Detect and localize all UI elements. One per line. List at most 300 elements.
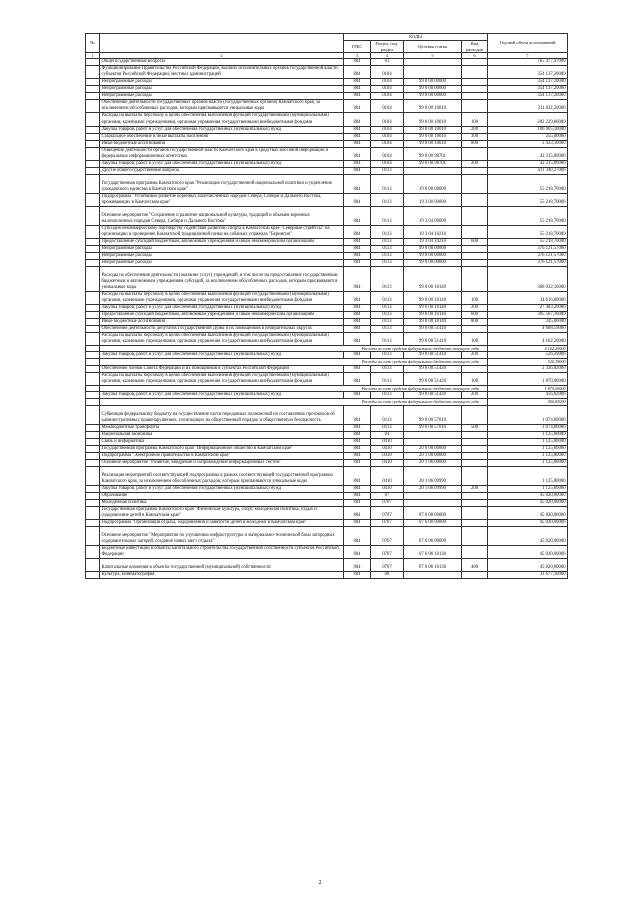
- row-name: Субсидия некоммерческому партнерству содействия развитию спорта в Камчатском крае "Северные стрейтсы" на организацию и проведение Камчатской традиционной гонки на собачьих упряжках "Берингия": [100, 225, 344, 238]
- row-value: 311 822,20000: [488, 100, 568, 113]
- row-value: 354 137,20000: [488, 86, 568, 93]
- table-row: [86, 485, 568, 492]
- row-name: Культура, кинематография: [100, 571, 344, 578]
- row-grbs: 804: [344, 485, 371, 492]
- row-value: 345,00000: [488, 318, 568, 325]
- row-grbs: 804: [344, 126, 371, 133]
- col-grbs-header: ГРБС: [344, 40, 371, 53]
- table-row: [86, 86, 568, 93]
- table-row: [86, 352, 568, 359]
- row-exp: [462, 93, 488, 100]
- row-exp: [462, 459, 488, 466]
- column-numbers-row: 1 2 3 4 5 6 7: [86, 53, 568, 59]
- table-row: [86, 499, 568, 506]
- row-exp: [462, 206, 488, 225]
- row-name: Освещение деятельности органов государственной власти Камчатского края в средствах массовой информации и федеральных информационных агентствах: [100, 147, 344, 160]
- row-target: 99 0 00 00000: [404, 86, 462, 93]
- row-name: Государственная программа Камчатского края "Информационное общество в Камчатском крае": [100, 445, 344, 452]
- row-target: [404, 431, 462, 438]
- row-name: Государственная программа Камчатского края "Физическая культура, спорт, молодежная политика, отдых и оздоровление детей в Камчатском крае": [100, 506, 344, 519]
- row-exp: 800: [462, 140, 488, 147]
- page-number: 2: [318, 880, 322, 886]
- row-num: [86, 304, 100, 311]
- row-value: 305 567,16000: [488, 311, 568, 318]
- row-exp: 100: [462, 332, 488, 345]
- table-row: [86, 466, 568, 485]
- row-grbs: 804: [344, 113, 371, 126]
- row-section: 01: [371, 59, 404, 66]
- row-grbs: 804: [344, 206, 371, 225]
- document-page: [85, 33, 567, 579]
- row-grbs: 804: [344, 392, 371, 399]
- row-num: [86, 86, 100, 93]
- row-grbs: 804: [344, 452, 371, 459]
- table-row: [86, 245, 568, 252]
- row-target: 07 6 00 00000: [404, 519, 462, 526]
- table-row: [86, 492, 568, 499]
- row-exp: 100: [462, 113, 488, 126]
- row-target: [404, 167, 462, 174]
- table-row: [86, 79, 568, 86]
- row-target: 99 0 00 51410: [404, 325, 462, 332]
- row-num: [86, 126, 100, 133]
- row-grbs: 804: [344, 160, 371, 167]
- row-name: Расходы на выплаты персоналу в целях обеспечения выполнения функций государственными (муниципальными) органами, казенными учреждениями, органами управления государственными внебюджетными фондами: [100, 332, 344, 345]
- row-target: 99 0 00 10010: [404, 126, 462, 133]
- row-exp: [462, 174, 488, 193]
- row-num: [86, 245, 100, 252]
- row-target: 19 3 04 00000: [404, 206, 462, 225]
- table-row: [86, 424, 568, 431]
- row-value: 45 020,00000: [488, 558, 568, 571]
- row-num: [86, 66, 100, 79]
- row-target: 99 0 00 57010: [404, 424, 462, 431]
- row-name: Расходы на выплаты персоналу в целях обеспечения выполнения функций государственными (муниципальными) органами, казенными учреждениями, органами управления государственными внебюджетными фондами: [100, 113, 344, 126]
- row-exp: 200: [462, 485, 488, 492]
- row-target: 99 0 00 10010: [404, 133, 462, 140]
- row-grbs: 804: [344, 167, 371, 174]
- row-name: Подпрограмма "Электронное правительство в Камчатском крае": [100, 452, 344, 459]
- row-grbs: 804: [344, 352, 371, 359]
- row-name: Образование: [100, 492, 344, 499]
- table-row: [86, 225, 568, 238]
- row-value: 45 020,00000: [488, 492, 568, 499]
- table-row: [86, 66, 568, 79]
- row-exp: [462, 167, 488, 174]
- row-target: 07 6 06 00000: [404, 526, 462, 545]
- row-exp: [462, 519, 488, 526]
- row-grbs: 804: [344, 318, 371, 325]
- row-section: 0113: [371, 392, 404, 399]
- row-grbs: 804: [344, 225, 371, 238]
- row-exp: 400: [462, 558, 488, 571]
- col-target-header: Целевая статья: [404, 40, 462, 53]
- row-grbs: 804: [344, 311, 371, 318]
- row-value: 456,82000: [488, 399, 568, 405]
- row-name: Основное мероприятие "Мероприятия по улучшению инфраструктуры и материально-технической базы загородных оздоровительных лагерей, создание новых мест отдыха": [100, 526, 344, 545]
- row-num: [86, 452, 100, 459]
- row-name: Государственная программа Камчатского края "Реализация государственной национальной политики и укрепление гражданского единства в Камчатском крае": [100, 174, 344, 193]
- note-text: Расходы за счет средств федерального бюджета текущего года: [100, 385, 488, 391]
- row-exp: 600: [462, 238, 488, 245]
- row-name: Социальное обеспечение и иные выплаты населению: [100, 133, 344, 140]
- row-grbs: 804: [344, 133, 371, 140]
- row-name: Обеспечение членов Совета Федерации и их помощников в субъектах Российской Федерации: [100, 365, 344, 372]
- row-exp: 200: [462, 352, 488, 359]
- row-name: Другие общегосударственные вопросы: [100, 167, 344, 174]
- row-value: 368 032,16000: [488, 266, 568, 291]
- row-target: [404, 499, 462, 506]
- table-row: [86, 238, 568, 245]
- row-target: 99 0 00 10010: [404, 100, 462, 113]
- row-grbs: 804: [344, 459, 371, 466]
- row-name: Субвенция федеральному бюджету на осуществление части переданных полномочий по составлению протоколов об административных правонарушениях, посягающих на общественный порядок и общественную безопасность: [100, 405, 344, 424]
- row-exp: [462, 86, 488, 93]
- row-grbs: 804: [344, 545, 371, 558]
- row-value: 55 218,70000: [488, 206, 568, 225]
- row-grbs: 804: [344, 526, 371, 545]
- row-value: 1 870,00000: [488, 385, 568, 391]
- row-num: [86, 365, 100, 372]
- row-value: 55 218,70000: [488, 193, 568, 206]
- table-row: [86, 506, 568, 519]
- row-num: [86, 113, 100, 126]
- row-value: 4 162,20000: [488, 345, 568, 351]
- row-name: Непрограммные расходы: [100, 259, 344, 266]
- row-value: 42 315,00000: [488, 147, 568, 160]
- row-section: 0410: [371, 452, 404, 459]
- row-num: [86, 352, 100, 359]
- row-name: Функционирование Правительства Российской Федерации, высших исполнительных органов государственной власти субъектов Российской Федерации, местных администраций: [100, 66, 344, 79]
- row-name: Основное мероприятие "Развитие, внедрение и сопровождение информационных систем": [100, 459, 344, 466]
- row-value: 2 433,10000: [488, 140, 568, 147]
- table-row: [86, 206, 568, 225]
- row-value: 376 121,57000: [488, 259, 568, 266]
- row-target: 07 6 06 10130: [404, 545, 462, 558]
- row-exp: 200: [462, 304, 488, 311]
- row-exp: 200: [462, 126, 488, 133]
- row-value: 42 315,00000: [488, 160, 568, 167]
- row-num: [86, 372, 100, 385]
- row-name: Обеспечение деятельности депутатов Государственной Думы и их помощников в избирательных округах: [100, 325, 344, 332]
- row-exp: [462, 66, 488, 79]
- table-row: [86, 431, 568, 438]
- row-grbs: 804: [344, 93, 371, 100]
- row-grbs: 804: [344, 506, 371, 519]
- row-name: Национальная экономика: [100, 431, 344, 438]
- row-section: 0104: [371, 133, 404, 140]
- table-row: [86, 365, 568, 372]
- row-name: Межбюджетные трансферты: [100, 424, 344, 431]
- col-exp-header: Вид расходов: [462, 40, 488, 53]
- table-row: [86, 318, 568, 325]
- table-row: [86, 160, 568, 167]
- row-name: Закупка товаров, работ и услуг для обеспечения государственных (муниципальных) нужд: [100, 352, 344, 359]
- row-grbs: 804: [344, 466, 371, 485]
- row-num: [86, 438, 100, 445]
- row-name: Расходы на обеспечение деятельности (оказание услуг) учреждений, в том числе на предоставление государственным бюджетным и автономным учреждениям субсидий, за исключением обособленных расходов, которым присваиваются уникальные коды: [100, 266, 344, 291]
- row-value: 1 125,00000: [488, 431, 568, 438]
- row-name: Расходы на выплаты персоналу в целях обеспечения выполнения функций государственными (муниципальными) органами, казенными учреждениями, органами управления государственными внебюджетными фондами: [100, 291, 344, 304]
- row-grbs: 804: [344, 558, 371, 571]
- row-section: 0410: [371, 485, 404, 492]
- row-section: 0113: [371, 225, 404, 238]
- row-section: 0113: [371, 424, 404, 431]
- row-section: 0410: [371, 459, 404, 466]
- row-value: 202 229,00000: [488, 113, 568, 126]
- row-target: 99 0 00 00000: [404, 259, 462, 266]
- row-num: [86, 392, 100, 399]
- row-exp: 100: [462, 372, 488, 385]
- row-section: 0104: [371, 113, 404, 126]
- row-section: 0707: [371, 519, 404, 526]
- row-num: [86, 147, 100, 160]
- row-section: 07: [371, 492, 404, 499]
- row-section: 0104: [371, 66, 404, 79]
- row-num: [86, 332, 100, 345]
- row-exp: [462, 79, 488, 86]
- row-section: 0113: [371, 325, 404, 332]
- row-value: 55 218,70000: [488, 238, 568, 245]
- table-row: [86, 193, 568, 206]
- row-target: 19 3 04 10210: [404, 238, 462, 245]
- table-row: [86, 311, 568, 318]
- row-target: [404, 438, 462, 445]
- row-grbs: 804: [344, 245, 371, 252]
- row-value: 55 218,70000: [488, 174, 568, 193]
- row-value: 526,39000: [488, 359, 568, 365]
- row-section: 0104: [371, 147, 404, 160]
- row-num: [86, 252, 100, 259]
- row-target: [404, 492, 462, 499]
- row-exp: [462, 506, 488, 519]
- row-value: 34 616,80000: [488, 291, 568, 304]
- row-target: 20 0 00 00000: [404, 445, 462, 452]
- row-target: 99 0 00 51420: [404, 392, 462, 399]
- table-row: [86, 140, 568, 147]
- row-name: Непрограммные расходы: [100, 79, 344, 86]
- row-target: 99 0 00 10140: [404, 304, 462, 311]
- row-num: [86, 160, 100, 167]
- row-exp: [462, 405, 488, 424]
- row-name: Непрограммные расходы: [100, 245, 344, 252]
- row-exp: [462, 266, 488, 291]
- row-grbs: 804: [344, 492, 371, 499]
- row-grbs: 804: [344, 86, 371, 93]
- row-name: Обеспечение деятельности государственных органов власти (государственных органов) Камчатского края, за исключением обособленных расходов, которым присваиваются уникальные коды: [100, 100, 344, 113]
- row-exp: 100: [462, 291, 488, 304]
- row-num: [86, 445, 100, 452]
- row-num: [86, 424, 100, 431]
- row-exp: [462, 452, 488, 459]
- row-section: 0113: [371, 291, 404, 304]
- row-num: [86, 206, 100, 225]
- row-section: 0113: [371, 372, 404, 385]
- row-grbs: 804: [344, 238, 371, 245]
- row-name: Иные бюджетные ассигнования: [100, 140, 344, 147]
- row-exp: [462, 466, 488, 485]
- table-row: [86, 291, 568, 304]
- row-value: 354 137,20000: [488, 66, 568, 79]
- row-section: 0104: [371, 160, 404, 167]
- row-section: 0707: [371, 545, 404, 558]
- row-target: 19 3 04 10210: [404, 225, 462, 238]
- row-target: 99 0 00 51410: [404, 332, 462, 345]
- row-section: 0410: [371, 466, 404, 485]
- row-value: 376 121,57000: [488, 245, 568, 252]
- row-exp: [462, 259, 488, 266]
- row-section: 0113: [371, 311, 404, 318]
- row-name: Непрограммные расходы: [100, 252, 344, 259]
- row-name: Закупка товаров, работ и услуг для обеспечения государственных (муниципальных) нужд: [100, 126, 344, 133]
- row-section: 0113: [371, 193, 404, 206]
- row-name: Иные бюджетные ассигнования: [100, 318, 344, 325]
- row-value: 411 340,27000: [488, 167, 568, 174]
- row-exp: [462, 225, 488, 238]
- table-row: [86, 167, 568, 174]
- row-value: 45 020,00000: [488, 519, 568, 526]
- row-name: Связь и информатика: [100, 438, 344, 445]
- row-value: 1 125,00000: [488, 445, 568, 452]
- row-exp: [462, 245, 488, 252]
- row-num: [86, 519, 100, 526]
- row-name: Предоставление субсидий бюджетным, автономным учреждениям и иным некоммерческим организациям: [100, 311, 344, 318]
- row-section: 04: [371, 431, 404, 438]
- row-num: [86, 558, 100, 571]
- row-name: Непрограммные расходы: [100, 86, 344, 93]
- row-target: 99 0 00 10140: [404, 318, 462, 325]
- row-target: 99 0 00 00000: [404, 93, 462, 100]
- table-body: [86, 59, 568, 579]
- row-value: 1 125,00000: [488, 452, 568, 459]
- row-value: 27 483,20000: [488, 304, 568, 311]
- row-grbs: 804: [344, 147, 371, 160]
- row-num: [86, 291, 100, 304]
- row-section: 0104: [371, 140, 404, 147]
- row-target: 99 0 00 10140: [404, 311, 462, 318]
- row-target: 19 0 00 00000: [404, 174, 462, 193]
- row-num: [86, 405, 100, 424]
- row-grbs: 804: [344, 174, 371, 193]
- row-section: 0410: [371, 438, 404, 445]
- row-section: 0410: [371, 445, 404, 452]
- row-exp: 500: [462, 424, 488, 431]
- row-num: [86, 311, 100, 318]
- row-target: 99 0 00 10010: [404, 140, 462, 147]
- row-value: 1 870,00000: [488, 372, 568, 385]
- table-row: [86, 392, 568, 399]
- col-section-header: Раздел, под-раздел: [371, 40, 404, 53]
- row-section: 0104: [371, 79, 404, 86]
- table-row: [86, 113, 568, 126]
- row-num: [86, 79, 100, 86]
- row-section: 0707: [371, 506, 404, 519]
- row-grbs: 804: [344, 325, 371, 332]
- row-section: 0113: [371, 245, 404, 252]
- table-row: [86, 133, 568, 140]
- row-grbs: 804: [344, 519, 371, 526]
- row-target: 07 6 06 10130: [404, 558, 462, 571]
- row-num: [86, 506, 100, 519]
- row-target: 99 0 00 00000: [404, 245, 462, 252]
- row-value: 4 688,59000: [488, 325, 568, 332]
- row-target: [404, 571, 462, 578]
- row-section: 0113: [371, 365, 404, 372]
- row-exp: 200: [462, 392, 488, 399]
- row-value: 106 905,10000: [488, 126, 568, 133]
- row-value: 31 677,10000: [488, 571, 568, 578]
- row-grbs: 804: [344, 424, 371, 431]
- row-grbs: 804: [344, 571, 371, 578]
- row-grbs: 804: [344, 59, 371, 66]
- col-num-header: №: [86, 34, 100, 53]
- row-num: [86, 431, 100, 438]
- row-value: 765 477,47000: [488, 59, 568, 66]
- row-target: 99 0 00 57010: [404, 405, 462, 424]
- row-grbs: 804: [344, 445, 371, 452]
- row-grbs: 804: [344, 266, 371, 291]
- row-target: 07 0 00 00000: [404, 506, 462, 519]
- row-value: 1 074,00000: [488, 424, 568, 431]
- row-grbs: 804: [344, 372, 371, 385]
- row-exp: [462, 431, 488, 438]
- row-exp: [462, 252, 488, 259]
- table-row: [86, 445, 568, 452]
- row-value: 45 020,00000: [488, 526, 568, 545]
- row-exp: [462, 438, 488, 445]
- col-name-header: [100, 34, 344, 53]
- table-row: [86, 59, 568, 66]
- row-target: 99 0 00 51410: [404, 352, 462, 359]
- row-name: Подпрограмма "Организация отдыха, оздоровления и занятости детей и молодежи в Камчатском крае": [100, 519, 344, 526]
- row-value: 4 162,20000: [488, 332, 568, 345]
- row-num: [86, 526, 100, 545]
- row-section: 0707: [371, 499, 404, 506]
- row-target: 20 1 06 09990: [404, 466, 462, 485]
- row-target: 99 0 00 51420: [404, 372, 462, 385]
- row-section: 0113: [371, 238, 404, 245]
- row-name: Основное мероприятие "Сохранение и развитие национальной культуры, традиций и обычаев коренных малочисленных народов Севера, Сибири и Дальнего Востока": [100, 206, 344, 225]
- row-value: 45 020,00000: [488, 506, 568, 519]
- row-target: 99 0 00 51420: [404, 365, 462, 372]
- row-name: Подпрограмма "Устойчивое развитие коренных малочисленных народов Севера, Сибири и Дальнего Востока, проживающих в Камчатском крае": [100, 193, 344, 206]
- row-num: [86, 318, 100, 325]
- row-name: Закупка товаров, работ и услуг для обеспечения государственных (муниципальных) нужд: [100, 304, 344, 311]
- row-grbs: 804: [344, 66, 371, 79]
- row-section: 0113: [371, 266, 404, 291]
- row-section: 0104: [371, 126, 404, 133]
- row-grbs: 804: [344, 291, 371, 304]
- row-exp: [462, 545, 488, 558]
- row-exp: [462, 492, 488, 499]
- row-section: 0113: [371, 206, 404, 225]
- row-name: Закупка товаров, работ и услуг для обеспечения государственных (муниципальных) нужд: [100, 160, 344, 167]
- row-num: [86, 266, 100, 291]
- row-value: 45 020,00000: [488, 499, 568, 506]
- row-target: [404, 66, 462, 79]
- row-grbs: 804: [344, 259, 371, 266]
- row-num: [86, 492, 100, 499]
- row-name: Предоставление субсидий бюджетным, автономным учреждениям и иным некоммерческим организациям: [100, 238, 344, 245]
- table-row: [86, 126, 568, 133]
- budget-table: [85, 33, 568, 579]
- row-num: [86, 325, 100, 332]
- table-row: [86, 545, 568, 558]
- table-row: [86, 452, 568, 459]
- row-target: 20 1 06 09990: [404, 485, 462, 492]
- row-num: [86, 485, 100, 492]
- table-row: [86, 571, 568, 578]
